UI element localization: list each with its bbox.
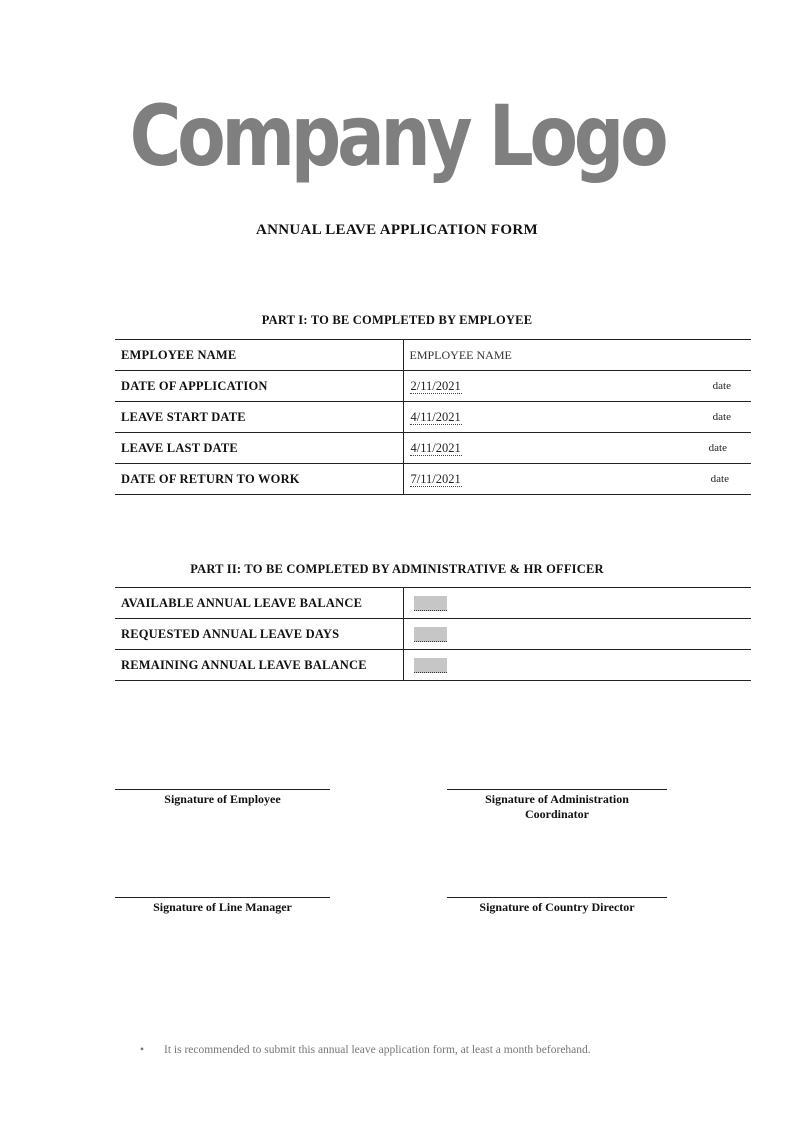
leave-start-date-field[interactable] [403, 402, 751, 433]
date-unit-label: date [712, 380, 731, 392]
recommendation-note-text: It is recommended to submit this annual leave application form, at least a month beforehand. [164, 1044, 591, 1056]
date-unit-label: date [712, 411, 731, 423]
leave-last-date-field[interactable] [403, 433, 751, 464]
table-row [115, 619, 751, 650]
employee-signature-line[interactable] [115, 789, 330, 790]
date-of-application-label: DATE OF APPLICATION [115, 371, 403, 402]
part1-heading: PART I: TO BE COMPLETED BY EMPLOYEE [261, 313, 533, 327]
admin-signature-line[interactable] [447, 789, 667, 790]
part2-table [115, 587, 751, 681]
line-manager-signature-line[interactable] [115, 897, 330, 898]
leave-start-date-label: LEAVE START DATE [115, 402, 403, 433]
leave-last-date-label: LEAVE LAST DATE [115, 433, 403, 464]
line-manager-signature-label: Signature of Line Manager [153, 900, 292, 914]
country-director-signature-line[interactable] [447, 897, 667, 898]
employee-signature-label: Signature of Employee [164, 792, 281, 806]
leave-last-date-value[interactable]: 4/11/2021 [410, 440, 461, 455]
company-logo: Company Logo [129, 87, 665, 185]
table-row [115, 433, 751, 464]
remaining-balance-field[interactable] [403, 650, 751, 681]
date-unit-label: date [710, 473, 729, 485]
date-of-return-label: DATE OF RETURN TO WORK [115, 464, 403, 495]
part1-table [115, 339, 751, 495]
remaining-balance-label: REMAINING ANNUAL LEAVE BALANCE [115, 650, 403, 681]
leave-start-date-value[interactable]: 4/11/2021 [410, 409, 461, 424]
date-of-application-field[interactable] [403, 371, 751, 402]
table-row [115, 464, 751, 495]
bullet-icon: • [140, 1044, 145, 1056]
admin-signature-label [447, 792, 667, 822]
employee-name-value[interactable]: EMPLOYEE NAME [409, 347, 512, 362]
date-of-application-value[interactable]: 2/11/2021 [410, 378, 461, 393]
table-row [115, 402, 751, 433]
table-row [115, 588, 751, 619]
table-row [115, 340, 751, 371]
table-row [115, 650, 751, 681]
table-row [115, 371, 751, 402]
employee-name-field[interactable] [403, 340, 751, 371]
remaining-balance-input[interactable] [414, 658, 447, 673]
recommendation-note [140, 1044, 591, 1056]
country-director-signature-label: Signature of Country Director [479, 900, 635, 914]
part2-heading: PART II: TO BE COMPLETED BY ADMINISTRATIVE & HR OFFICER [190, 562, 604, 576]
date-of-return-value[interactable]: 7/11/2021 [410, 471, 461, 486]
requested-days-input[interactable] [414, 627, 447, 642]
date-unit-label: date [708, 442, 727, 454]
admin-signature-label-line1: Signature of Administration [485, 792, 629, 806]
admin-signature-label-line2: Coordinator [525, 807, 589, 821]
date-of-return-field[interactable] [403, 464, 751, 495]
requested-days-label: REQUESTED ANNUAL LEAVE DAYS [115, 619, 403, 650]
employee-name-label: EMPLOYEE NAME [115, 340, 403, 371]
form-title: ANNUAL LEAVE APPLICATION FORM [256, 222, 538, 238]
requested-days-field[interactable] [403, 619, 751, 650]
available-balance-field[interactable] [403, 588, 751, 619]
available-balance-label: AVAILABLE ANNUAL LEAVE BALANCE [115, 588, 403, 619]
available-balance-input[interactable] [414, 596, 447, 611]
